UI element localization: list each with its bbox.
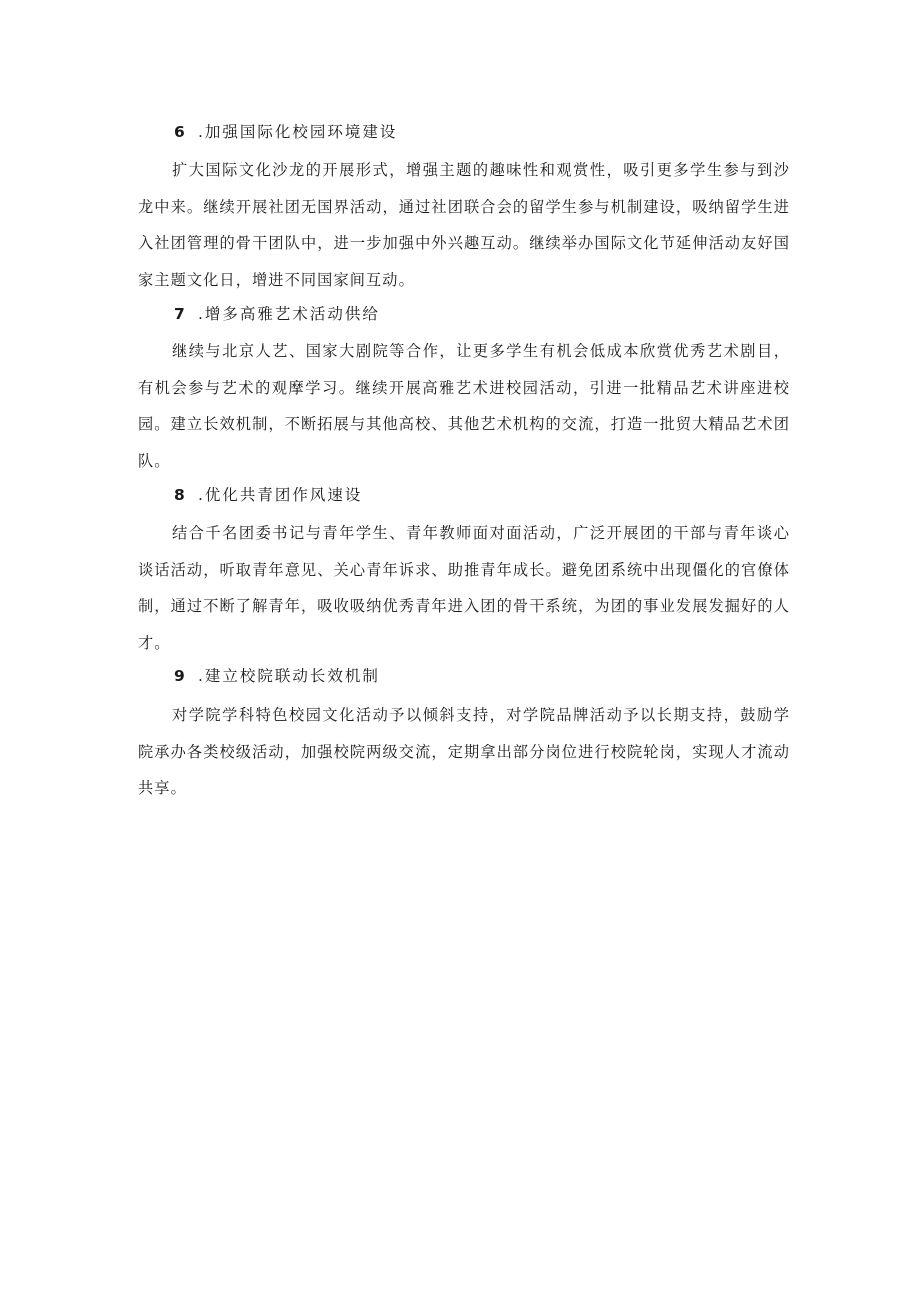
section-number: 8	[174, 486, 186, 504]
section-number: 6	[174, 123, 186, 141]
section-heading	[174, 301, 380, 327]
section-paragraph: 扩大国际文化沙龙的开展形式，增强主题的趣味性和观赏性，吸引更多学生参与到沙龙中来。继续开展社团无国界活动，通过社团联合会的留学生参与机制建设，吸纳留学生进入社团管理的骨干团队中，进一步加强中外兴趣互动。继续举办国际文化节延伸活动友好国家主题文化日，增进不同国家间互动。	[138, 161, 790, 289]
section-paragraph: 继续与北京人艺、国家大剧院等合作，让更多学生有机会低成本欣赏优秀艺术剧目，有机会参与艺术的观摩学习。继续开展高雅艺术进校园活动，引进一批精品艺术讲座进校园。建立长效机制，不断拓展与其他高校、其他艺术机构的交流，打造一批贸大精品艺术团队。	[138, 342, 790, 470]
section-title: .加强国际化校园环境建设	[198, 123, 398, 141]
section-title: .优化共青团作风速设	[198, 486, 363, 504]
section-heading	[174, 482, 362, 508]
section-paragraph: 对学院学科特色校园文化活动予以倾斜支持，对学院品牌活动予以长期支持，鼓励学院承办各类校级活动，加强校院两级交流，定期拿出部分岗位进行校院轮岗，实现人才流动共享。	[138, 706, 790, 797]
section-number: 7	[174, 305, 186, 323]
section-heading	[174, 663, 380, 689]
section-heading	[174, 119, 397, 145]
section-title: .增多高雅艺术活动供给	[198, 305, 380, 323]
section-title: .建立校院联动长效机制	[198, 667, 380, 685]
section-paragraph: 结合千名团委书记与青年学生、青年教师面对面活动，广泛开展团的干部与青年谈心谈话活动，听取青年意见、关心青年诉求、助推青年成长。避免团系统中出现僵化的官僚体制，通过不断了解青年，吸收吸纳优秀青年进入团的骨干系统，为团的事业发展发掘好的人才。	[138, 524, 790, 652]
section-number: 9	[174, 667, 186, 685]
